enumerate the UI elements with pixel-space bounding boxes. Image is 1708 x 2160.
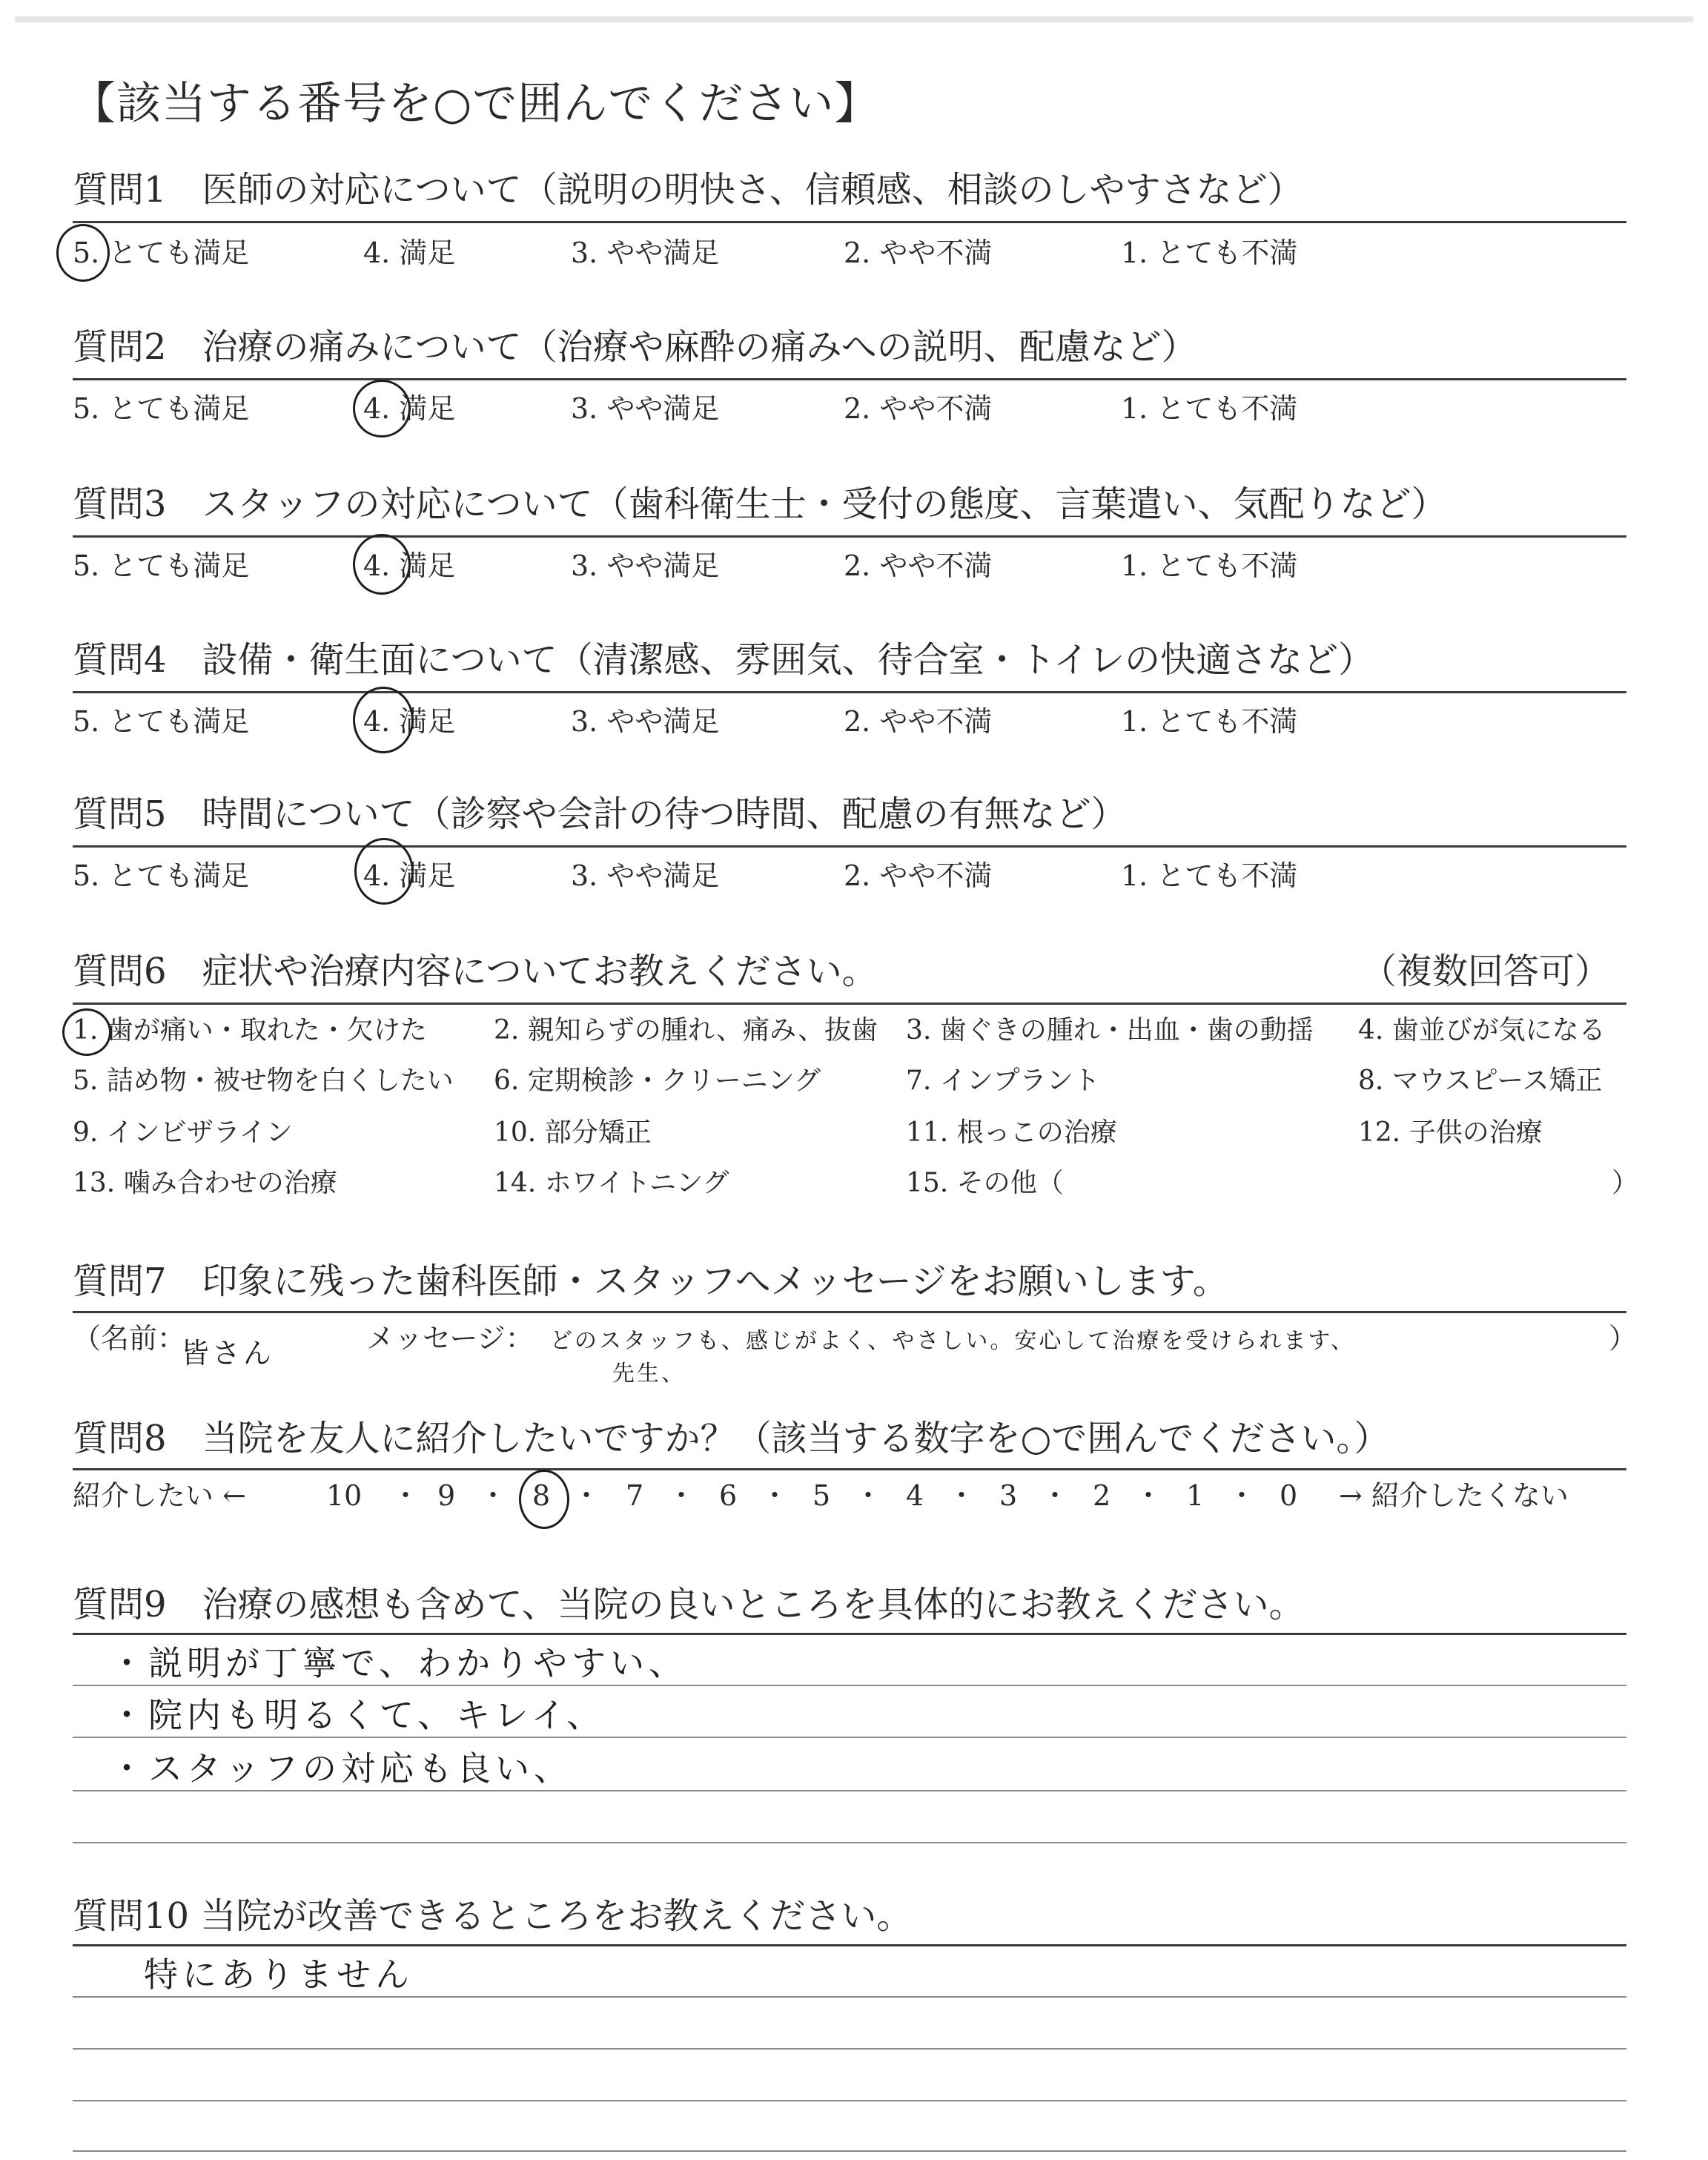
- question-3-option-4[interactable]: 4. 満足: [363, 549, 456, 582]
- question-7-message-label: メッセージ：: [366, 1322, 534, 1355]
- scale-value-9[interactable]: 9: [437, 1479, 456, 1512]
- question-6-title: 質問6 症状や治療内容についてお教えください。: [73, 951, 878, 992]
- answer-line: [73, 1842, 1626, 1843]
- question-4-option-4[interactable]: 4. 満足: [363, 705, 456, 738]
- question-6-option-13[interactable]: 13. 噛み合わせの治療: [73, 1168, 337, 1198]
- question-1-rule: [73, 221, 1626, 223]
- question-7-message-note[interactable]: 先生、: [612, 1361, 686, 1387]
- question-6-option-15[interactable]: 15. その他（: [906, 1168, 1064, 1198]
- question-1-option-5[interactable]: 5. とても満足: [73, 237, 250, 269]
- scale-value-6[interactable]: 6: [719, 1479, 738, 1512]
- question-7-rule: [73, 1311, 1626, 1313]
- question-9-answer-line-1[interactable]: ・説明が丁寧で、わかりやすい、: [110, 1643, 688, 1683]
- question-2-option-3[interactable]: 3. やや満足: [571, 392, 720, 425]
- question-6-option-5[interactable]: 5. 詰め物・被せ物を白くしたい: [73, 1066, 454, 1096]
- question-5-rule: [73, 845, 1626, 848]
- question-5-title: 質問5 時間について（診察や会計の待つ時間、配慮の有無など）: [73, 793, 1127, 835]
- question-9-answer-line-2[interactable]: ・院内も明るくて、キレイ、: [110, 1695, 606, 1735]
- question-1-option-3[interactable]: 3. やや満足: [571, 237, 720, 269]
- answer-line: [73, 1996, 1626, 1998]
- scale-value-3[interactable]: 3: [999, 1479, 1018, 1512]
- question-5-option-5[interactable]: 5. とても満足: [73, 859, 250, 892]
- question-8-left-label: 紹介したい ←: [73, 1479, 246, 1512]
- question-3-option-2[interactable]: 2. やや不満: [844, 549, 993, 582]
- scale-value-2[interactable]: 2: [1093, 1479, 1111, 1512]
- scale-separator: ・: [667, 1479, 696, 1512]
- scale-separator: ・: [391, 1479, 420, 1512]
- scan-edge: [15, 16, 1693, 22]
- question-3-title: 質問3 スタッフの対応について（歯科衛生士・受付の態度、言葉遣い、気配りなど）: [73, 483, 1447, 525]
- scale-value-8[interactable]: 8: [532, 1479, 551, 1512]
- question-10-answer-line-1[interactable]: 特にありません: [144, 1955, 414, 1995]
- scale-separator: ・: [572, 1479, 601, 1512]
- answer-line: [73, 2100, 1626, 2101]
- question-1-option-1[interactable]: 1. とても不満: [1121, 237, 1298, 269]
- question-4-option-3[interactable]: 3. やや満足: [571, 705, 720, 738]
- question-6-option-1[interactable]: 1. 歯が痛い・取れた・欠けた: [73, 1015, 427, 1046]
- question-9-rule: [73, 1633, 1626, 1635]
- question-4-option-1[interactable]: 1. とても不満: [1121, 705, 1298, 738]
- answer-line: [73, 2048, 1626, 2050]
- question-9-title: 質問9 治療の感想も含めて、当院の良いところを具体的にお教えください。: [73, 1584, 1305, 1625]
- scale-separator: ・: [1041, 1479, 1070, 1512]
- question-3-option-1[interactable]: 1. とても不満: [1121, 549, 1298, 582]
- question-4-rule: [73, 691, 1626, 693]
- answer-line: [73, 1790, 1626, 1791]
- question-6-option-14[interactable]: 14. ホワイトニング: [494, 1168, 729, 1198]
- question-6-option-3[interactable]: 3. 歯ぐきの腫れ・出血・歯の動揺: [906, 1015, 1314, 1046]
- scale-separator: ・: [479, 1479, 508, 1512]
- question-4-selection-circle: [353, 687, 414, 753]
- question-9-answer-line-3[interactable]: ・スタッフの対応も良い、: [110, 1748, 572, 1789]
- scale-value-4[interactable]: 4: [906, 1479, 924, 1512]
- scale-value-0[interactable]: 0: [1280, 1479, 1298, 1512]
- scale-separator: ・: [947, 1479, 976, 1512]
- question-6-option-2[interactable]: 2. 親知らずの腫れ、痛み、抜歯: [494, 1015, 878, 1046]
- question-3-option-5[interactable]: 5. とても満足: [73, 549, 250, 582]
- question-2-option-2[interactable]: 2. やや不満: [844, 392, 993, 425]
- question-4-option-5[interactable]: 5. とても満足: [73, 705, 250, 738]
- answer-line: [73, 2150, 1626, 2152]
- question-2-selection-circle: [353, 380, 411, 437]
- question-3-rule: [73, 535, 1626, 538]
- question-6-option-10[interactable]: 10. 部分矯正: [494, 1117, 652, 1148]
- question-8-right-label: → 紹介したくない: [1339, 1479, 1569, 1512]
- question-6-option-4[interactable]: 4. 歯並びが気になる: [1358, 1015, 1606, 1046]
- question-6-multiple-note: （複数回答可）: [1361, 951, 1611, 992]
- scale-separator: ・: [1134, 1479, 1163, 1512]
- question-7-close: ）: [1609, 1322, 1638, 1355]
- question-8-rule: [73, 1468, 1626, 1470]
- question-6-other-close: ）: [1612, 1168, 1639, 1198]
- scale-separator: ・: [854, 1479, 883, 1512]
- question-5-option-2[interactable]: 2. やや不満: [844, 859, 993, 892]
- scale-separator: ・: [761, 1479, 790, 1512]
- question-6-option-12[interactable]: 12. 子供の治療: [1358, 1117, 1543, 1148]
- question-6-selection-circle: [62, 1008, 111, 1056]
- form-title: 【該当する番号を○で囲んでください】: [71, 78, 880, 130]
- scale-value-10[interactable]: 10: [326, 1479, 363, 1512]
- question-5-option-1[interactable]: 1. とても不満: [1121, 859, 1298, 892]
- question-10-title: 質問10 当院が改善できるところをお教えください。: [73, 1895, 913, 1937]
- scale-value-1[interactable]: 1: [1186, 1479, 1205, 1512]
- question-1-option-4[interactable]: 4. 満足: [363, 237, 456, 269]
- question-8-title: 質問8 当院を友人に紹介したいですか？（該当する数字を○で囲んでください。）: [73, 1418, 1390, 1459]
- scale-separator: ・: [1228, 1479, 1257, 1512]
- question-5-option-4[interactable]: 4. 満足: [363, 859, 456, 892]
- question-1-option-2[interactable]: 2. やや不満: [844, 237, 993, 269]
- answer-line: [73, 1737, 1626, 1738]
- question-1-selection-circle: [56, 224, 110, 282]
- question-6-option-7[interactable]: 7. インプラント: [906, 1066, 1100, 1096]
- scale-value-7[interactable]: 7: [626, 1479, 644, 1512]
- question-2-title: 質問2 治療の痛みについて（治療や麻酔の痛みへの説明、配慮など）: [73, 326, 1197, 368]
- question-6-option-9[interactable]: 9. インビザライン: [73, 1117, 293, 1148]
- question-6-rule: [73, 1003, 1626, 1005]
- scale-value-5[interactable]: 5: [812, 1479, 831, 1512]
- question-3-selection-circle: [353, 534, 411, 595]
- question-4-option-2[interactable]: 2. やや不満: [844, 705, 993, 738]
- question-3-option-3[interactable]: 3. やや満足: [571, 549, 720, 582]
- question-5-selection-circle: [354, 838, 414, 905]
- question-5-option-3[interactable]: 3. やや満足: [571, 859, 720, 892]
- question-7-name-answer[interactable]: 皆さん: [181, 1337, 275, 1370]
- question-7-title: 質問7 印象に残った歯科医師・スタッフへメッセージをお願いします。: [73, 1261, 1228, 1302]
- question-10-rule: [73, 1944, 1626, 1946]
- question-6-option-8[interactable]: 8. マウスピース矯正: [1358, 1066, 1603, 1096]
- question-2-option-1[interactable]: 1. とても不満: [1121, 392, 1298, 425]
- question-1-title: 質問1 医師の対応について（説明の明快さ、信頼感、相談のしやすさなど）: [73, 169, 1303, 211]
- question-2-option-5[interactable]: 5. とても満足: [73, 392, 250, 425]
- question-8-selection-circle: [519, 1470, 569, 1529]
- question-6-option-11[interactable]: 11. 根っこの治療: [906, 1117, 1117, 1148]
- question-4-title: 質問4 設備・衛生面について（清潔感、雰囲気、待合室・トイレの快適さなど）: [73, 639, 1374, 681]
- question-2-rule: [73, 378, 1626, 380]
- question-6-option-6[interactable]: 6. 定期検診・クリーニング: [494, 1066, 821, 1096]
- question-7-message-answer[interactable]: どのスタッフも、感じがよく、やさしい。安心して治療を受けられます、: [550, 1328, 1355, 1354]
- question-7-name-label: （名前：: [73, 1322, 186, 1355]
- question-2-option-4[interactable]: 4. 満足: [363, 392, 456, 425]
- answer-line: [73, 1685, 1626, 1686]
